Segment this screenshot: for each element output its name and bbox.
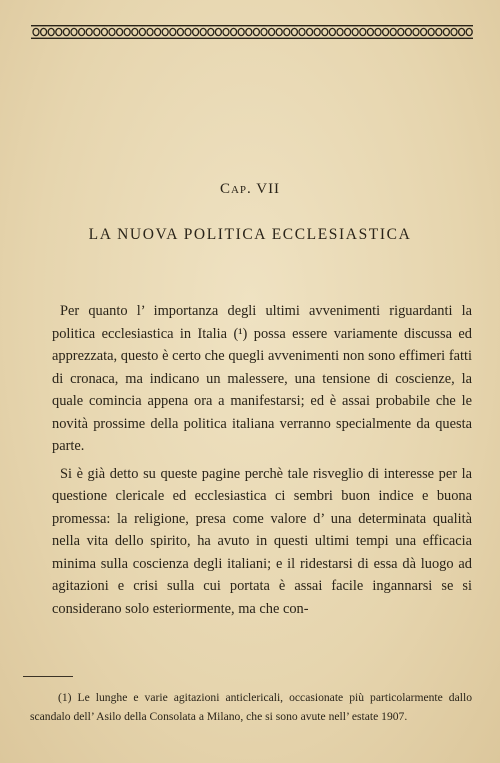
footnote-text: (1) Le lunghe e varie agitazioni anticlericali, occasionate più particolarmente dallo scandalo dell’ Asilo della Consolata a Milano, che si sono avute nell’ estate 1907. bbox=[30, 691, 472, 723]
body-text bbox=[52, 300, 472, 620]
footnote-rule bbox=[23, 676, 73, 677]
footnote bbox=[30, 688, 472, 726]
chapter-title: LA NUOVA POLITICA ECCLESIASTICA bbox=[88, 226, 412, 243]
paragraph-2-text: Si è già detto su queste pagine perchè tale risveglio di interesse per la questione clericale ed ecclesiastica ci sembri buon indice e buona promessa: la religione, presa come valore d’ una determinata qualità nella vita dello spirito, ha avuto in questi ultimi tempi una efficacia minima sulla coscienza degli italiani; e il ridestarsi di essa dà luogo ad agitazioni e crisi sulla cui portata è assai facile ingannarsi se si considerano solo esteriormente, ma che con- bbox=[52, 465, 472, 617]
chapter-heading: Cap. VII bbox=[219, 181, 281, 197]
decorative-border-ornament bbox=[31, 24, 473, 40]
paragraph-2 bbox=[52, 463, 472, 621]
paragraph-1-text: Per quanto l’ importanza degli ultimi avvenimenti riguardanti la politica ecclesiastica in Italia (¹) possa essere variamente discussa ed apprezzata, questo è certo che quegli avvenimenti non sono effimeri fatti di cronaca, ma indicano un malessere, una tensione di coscienze, la quale comincia appena ora a manifestarsi; ed è assai probabile che le novità prossime della politica italiana verranno specialmente da questa parte. bbox=[52, 303, 472, 454]
paragraph-1 bbox=[52, 300, 472, 458]
